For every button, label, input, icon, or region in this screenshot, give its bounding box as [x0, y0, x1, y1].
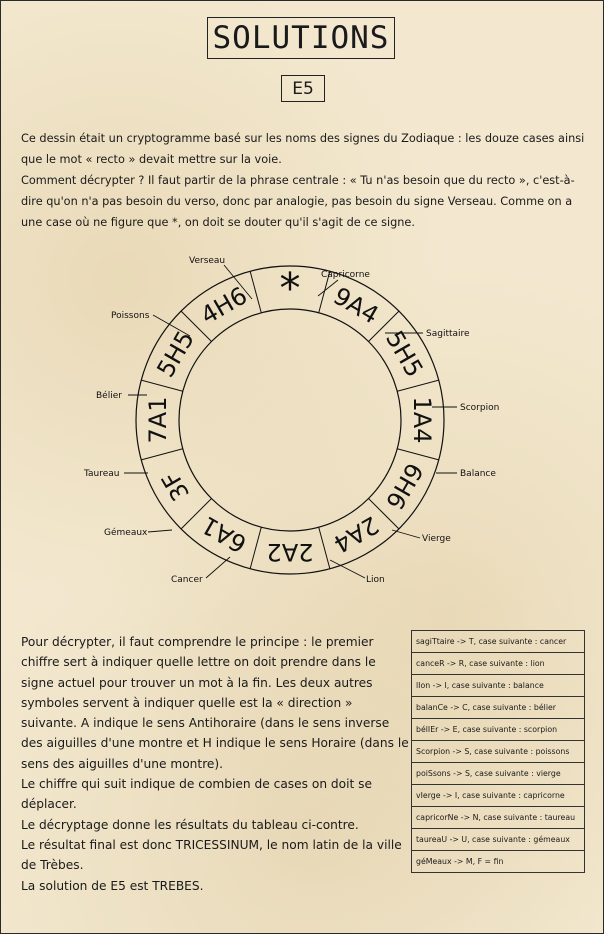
- wheel-divider: [141, 380, 183, 391]
- wheel-cell-code: 5H5: [151, 325, 200, 383]
- wheel-cell-code: 3F: [156, 466, 196, 506]
- wheel-cell-code: 9A4: [328, 281, 384, 330]
- table-row: [412, 763, 585, 785]
- decryption-table: [411, 630, 585, 873]
- table-row: [412, 653, 585, 675]
- wheel-dividers: [141, 271, 439, 569]
- explanation-paragraph-3: Le décryptage donne les résultats du tableau ci-contre.: [21, 817, 359, 832]
- wheel-cell-code: 4H6: [195, 281, 253, 330]
- explanation-paragraph-2: Le chiffre qui suit indique de combien de cases on doit se déplacer.: [21, 777, 373, 812]
- table-row: [412, 829, 585, 851]
- table-row: [412, 675, 585, 697]
- label-gemeaux: Gémeaux: [104, 528, 148, 538]
- zodiac-wheel: [0, 240, 604, 600]
- page-title: SOLUTIONS: [207, 17, 395, 59]
- leader-cancer: [206, 557, 230, 578]
- explanation-paragraph-4: Le résultat final est donc TRICESSINUM, le nom latin de la ville de Trèbes.: [21, 837, 402, 873]
- label-vierge: Vierge: [422, 534, 451, 544]
- wheel-divider: [141, 449, 183, 460]
- table-cell: balanCe -> C, case suivante : bélier: [412, 697, 585, 719]
- wheel-cell-code: 7A1: [144, 396, 172, 444]
- wheel-cell-code: 1A4: [408, 396, 436, 444]
- table-cell: capricorNe -> N, case suivante : taureau: [412, 807, 585, 829]
- table-row: [412, 851, 585, 873]
- table-cell: lIon -> I, case suivante : balance: [412, 675, 585, 697]
- wheel-divider: [397, 380, 439, 391]
- label-poissons: Poissons: [111, 311, 150, 321]
- leader-gemeaux: [148, 530, 172, 532]
- label-balance: Balance: [460, 469, 496, 479]
- table-row: [412, 807, 585, 829]
- explanation-paragraph-1: Pour décrypter, il faut comprendre le principe : le premier chiffre sert à indiquer quelle lettre on doit prendre dans le signe actuel pour trouver un mot à la fin. Les deux autres symboles servent à indiquer quelle est la « direction » suivante. A indique le sens Antihoraire (dans le sens inverse des aiguilles d'une montre et H indique le sens Horaire (dans le sens des aiguilles d'une montre).: [21, 635, 409, 771]
- label-capricorne: Capricorne: [321, 270, 370, 280]
- wheel-cell-star: *: [279, 263, 301, 313]
- table-cell: sagiTtaire -> T, case suivante : cancer: [412, 631, 585, 653]
- label-scorpion: Scorpion: [460, 403, 500, 413]
- table-row: [412, 741, 585, 763]
- wheel-divider: [250, 271, 261, 313]
- intro-paragraph-2: Comment décrypter ? Il faut partir de la phrase centrale : « Tu n'as besoin que du recto », c'est-à-dire qu'on n'a pas besoin du verso, donc par analogie, pas besoin du signe Verseau. Comme on a une case où ne figure que *, on doit se douter qu'il s'agit de ce signe.: [21, 174, 575, 229]
- wheel-cell-code: 2A2: [266, 538, 314, 566]
- wheel-cells: [144, 264, 436, 567]
- table-cell: canceR -> R, case suivante : lion: [412, 653, 585, 675]
- wheel-divider: [397, 449, 439, 460]
- exercise-code: E5: [281, 75, 325, 102]
- decryption-table-body: [412, 631, 585, 873]
- table-cell: poiSsons -> S, case suivante : vierge: [412, 763, 585, 785]
- wheel-cell-code: 2A4: [328, 510, 384, 559]
- label-taureau: Taureau: [84, 469, 120, 479]
- label-verseau: Verseau: [189, 256, 226, 266]
- intro-paragraph-1: Ce dessin était un cryptogramme basé sur les noms des signes du Zodiaque : les douze cases ainsi que le mot « recto » devait mettre sur la voie.: [21, 132, 585, 166]
- wheel-divider: [250, 527, 261, 569]
- table-cell: vIerge -> I, case suivante : capricorne: [412, 785, 585, 807]
- intro-text: [21, 128, 585, 233]
- table-cell: géMeaux -> M, F = fin: [412, 851, 585, 873]
- label-sagittaire: Sagittaire: [426, 329, 470, 339]
- label-lion: Lion: [366, 575, 385, 585]
- leader-vierge: [392, 530, 420, 538]
- table-row: [412, 697, 585, 719]
- explanation-text: [21, 632, 409, 896]
- solution-statement: La solution de E5 est TREBES.: [21, 878, 204, 893]
- table-cell: bélIEr -> E, case suivante : scorpion: [412, 719, 585, 741]
- label-cancer: Cancer: [171, 575, 203, 585]
- table-cell: Scorpion -> S, case suivante : poissons: [412, 741, 585, 763]
- wheel-cell-code: 6A1: [196, 510, 252, 559]
- wheel-divider: [319, 527, 330, 569]
- wheel-cell-code: 6H6: [380, 457, 429, 515]
- wheel-cell-code: 5H5: [380, 325, 429, 383]
- label-belier: Bélier: [96, 391, 122, 401]
- table-row: [412, 785, 585, 807]
- table-cell: taureaU -> U, case suivante : gémeaux: [412, 829, 585, 851]
- wheel-inner-ring: [179, 309, 401, 531]
- table-row: [412, 719, 585, 741]
- table-row: [412, 631, 585, 653]
